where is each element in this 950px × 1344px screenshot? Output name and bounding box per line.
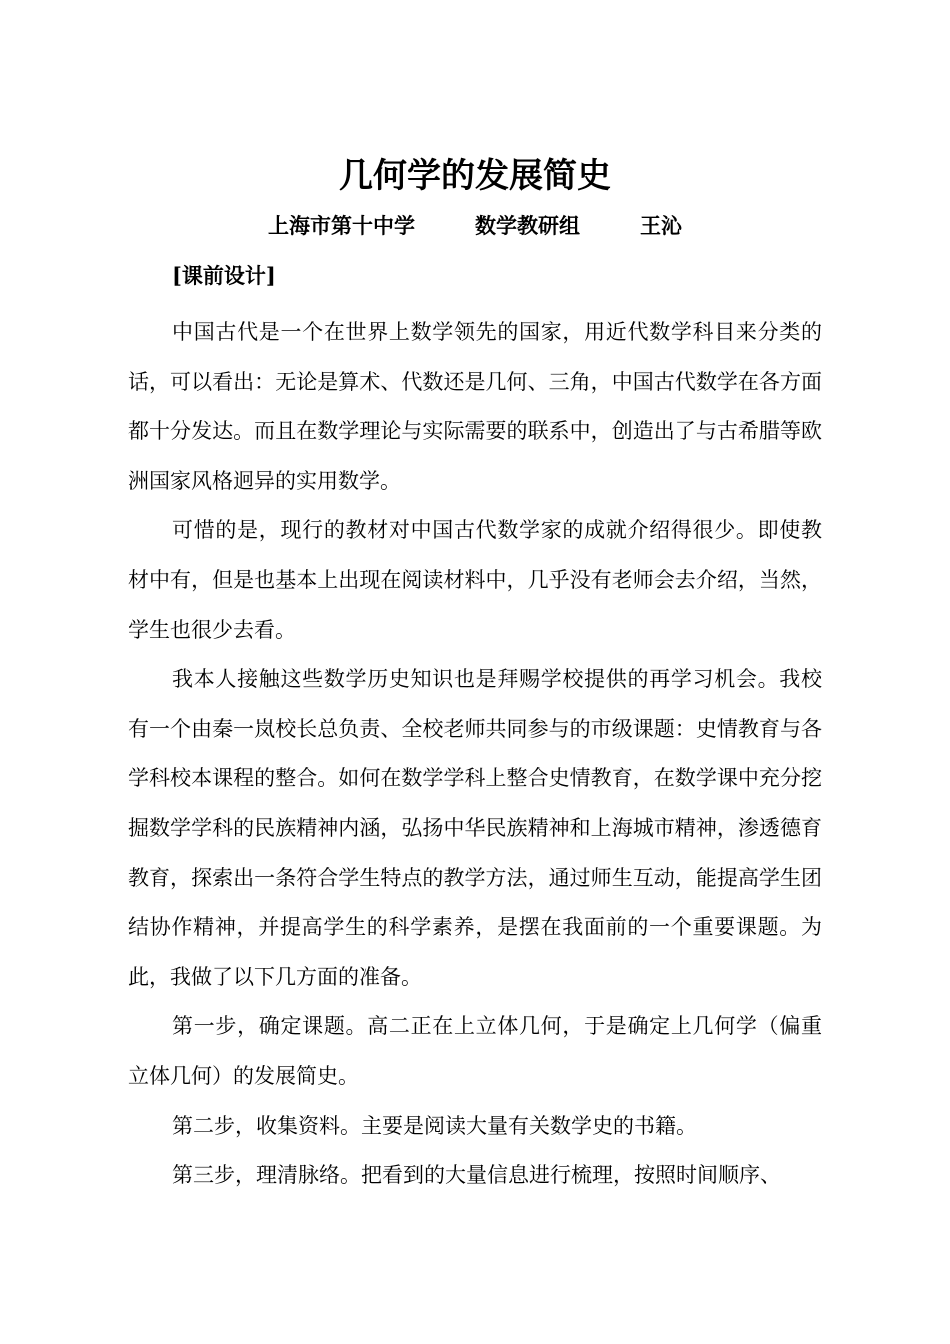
paragraph: 可惜的是，现行的教材对中国古代数学家的成就介绍得很少。即使教材中有，但是也基本上出现在阅读材料中，几乎没有老师会去介绍，当然，学生也很少去看。 [128, 518, 822, 642]
paragraph: 中国古代是一个在世界上数学领先的国家，用近代数学科目来分类的话，可以看出：无论是算术、代数还是几何、三角，中国古代数学在各方面都十分发达。而且在数学理论与实际需要的联系中，创造出了与古希腊等欧洲国家风格迥异的实用数学。 [128, 320, 822, 493]
section-heading: [课前设计] [172, 263, 276, 288]
paragraph: 第二步，收集资料。主要是阅读大量有关数学史的书籍。 [172, 1113, 697, 1138]
document-title: 几何学的发展简史 [339, 156, 611, 196]
byline-author: 王沁 [640, 213, 682, 238]
body-text [128, 308, 822, 1201]
byline-group: 数学教研组 [475, 213, 580, 238]
paragraph: 第一步，确定课题。高二正在上立体几何，于是确定上几何学（偏重立体几何）的发展简史。 [128, 1014, 822, 1088]
byline-school: 上海市第十中学 [268, 213, 415, 238]
paragraph: 我本人接触这些数学历史知识也是拜赐学校提供的再学习机会。我校有一个由秦一岚校长总负责、全校老师共同参与的市级课题：史情教育与各学科校本课程的整合。如何在数学学科上整合史情教育，在数学课中充分挖掘数学学科的民族精神内涵，弘扬中华民族精神和上海城市精神，渗透德育教育，探索出一条符合学生特点的教学方法，通过师生互动，能提高学生团结协作精神，并提高学生的科学素养，是摆在我面前的一个重要课题。为此，我做了以下几方面的准备。 [128, 667, 822, 989]
byline [0, 208, 950, 244]
paragraph: 第三步，理清脉络。把看到的大量信息进行梳理，按照时间顺序、 [172, 1163, 781, 1188]
